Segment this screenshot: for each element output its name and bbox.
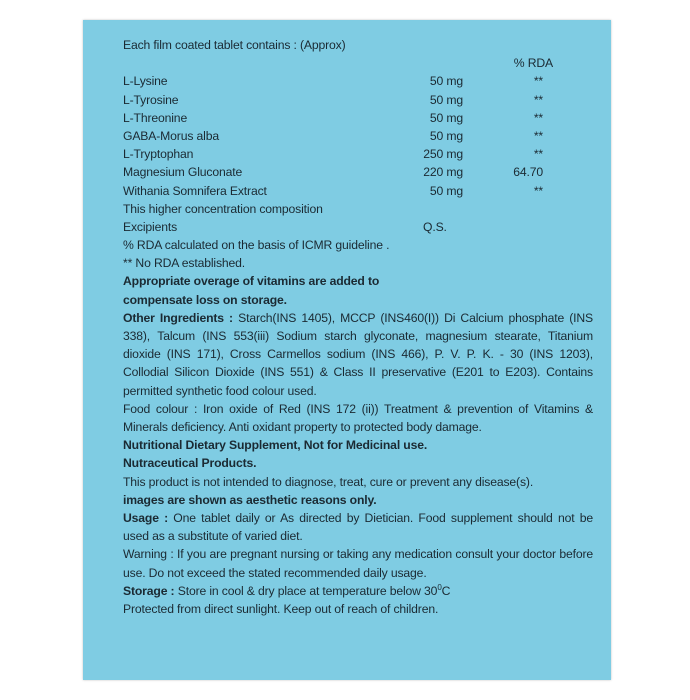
- usage-paragraph: [123, 509, 593, 545]
- label-text-block: [123, 36, 593, 618]
- ingredient-row: [123, 72, 593, 90]
- storage-text: Store in cool & dry place at temperature below 30: [177, 583, 438, 598]
- ingredient-row: [123, 127, 593, 145]
- ingredient-qty: 50 mg: [429, 110, 463, 125]
- ingredient-name: GABA-Morus alba: [123, 128, 219, 143]
- other-ingredients-label: Other Ingredients :: [123, 310, 233, 325]
- rda-header-text: % RDA: [513, 56, 553, 71]
- food-colour-paragraph: Food colour : Iron oxide of Red (INS 172 (ii)) Treatment & prevention of Vitamins & Minerals deficiency. Anti oxidant property to protected body damage.: [123, 401, 593, 435]
- no-rda-note: ** No RDA established.: [123, 256, 246, 271]
- ingredient-qty: 50 mg: [429, 183, 463, 198]
- ingredient-rda: **: [533, 128, 543, 143]
- ingredient-rda: **: [533, 183, 543, 198]
- ingredient-qty: 50 mg: [429, 128, 463, 143]
- other-ingredients-text: Starch(INS 1405), MCCP (INS460(I)) Di Calcium phosphate (INS 338), Talcum (INS 553(iii) Sodium starch glyconate, magnesium stearate, Titanium dioxide (INS 171), Cross Carmellos sodium (INS 466), P. V. P. K. - 30 (INS 1203), Collodial Silicon Dioxide (INS 551) & Class II preservative (E201 to E203). Contains permitted synthetic food colour used.: [123, 310, 593, 398]
- ingredient-rda: **: [533, 110, 543, 125]
- ingredient-name: Magnesium Gluconate: [123, 165, 243, 180]
- ingredient-row: [123, 109, 593, 127]
- storage-unit: C: [441, 583, 451, 598]
- nutritional-supplement-note: Nutritional Dietary Supplement, Not for Medicinal use.: [123, 438, 428, 453]
- ingredient-rda: **: [533, 147, 543, 162]
- storage-line: [123, 582, 593, 600]
- warning-paragraph: Warning : If you are pregnant nursing or taking any medication consult your doctor before use. Do not exceed the stated recommended daily usage.: [123, 547, 593, 580]
- rda-basis-note: % RDA calculated on the basis of ICMR guideline .: [123, 238, 390, 253]
- excipients-name: Excipients: [123, 219, 178, 234]
- label-panel: [83, 20, 611, 680]
- ingredient-qty: 250 mg: [423, 147, 463, 162]
- degree-superscript: 0: [437, 582, 442, 592]
- other-ingredients-paragraph: [123, 309, 593, 400]
- ingredient-qty: 50 mg: [429, 92, 463, 107]
- rda-column-header: [123, 54, 593, 72]
- ingredient-name: L-Tryptophan: [123, 147, 194, 162]
- ingredient-rda: **: [533, 92, 543, 107]
- ingredient-rda: 64.70: [513, 165, 543, 180]
- ingredient-rda: **: [533, 74, 543, 89]
- usage-label: Usage :: [123, 510, 169, 525]
- overage-note-line-2: compensate loss on storage.: [123, 292, 287, 307]
- higher-concentration-note: This higher concentration composition: [123, 201, 323, 216]
- ingredient-name: L-Threonine: [123, 110, 188, 125]
- disclaimer-text: This product is not intended to diagnose, treat, cure or prevent any disease(s).: [123, 474, 534, 489]
- ingredient-name: L-Tyrosine: [123, 92, 179, 107]
- excipients-qty: Q.S.: [423, 219, 447, 234]
- protection-note: Protected from direct sunlight. Keep out of reach of children.: [123, 601, 439, 616]
- ingredient-row: [123, 182, 593, 200]
- ingredient-name: L-Lysine: [123, 74, 168, 89]
- excipients-row: [123, 218, 593, 236]
- ingredient-name: Withania Somnifera Extract: [123, 183, 267, 198]
- usage-text: One tablet daily or As directed by Dietician. Food supplement should not be used as a substitute of varied diet.: [123, 510, 593, 544]
- images-note: images are shown as aesthetic reasons only.: [123, 492, 377, 507]
- ingredient-row: [123, 163, 593, 181]
- nutraceutical-note: Nutraceutical Products.: [123, 456, 257, 471]
- storage-label: Storage :: [123, 583, 175, 598]
- overage-note-line-1: Appropriate overage of vitamins are added to: [123, 274, 380, 289]
- composition-intro: Each film coated tablet contains : (Approx): [123, 38, 346, 52]
- ingredient-qty: 50 mg: [429, 74, 463, 89]
- ingredient-row: [123, 91, 593, 109]
- ingredient-row: [123, 145, 593, 163]
- ingredient-qty: 220 mg: [423, 165, 463, 180]
